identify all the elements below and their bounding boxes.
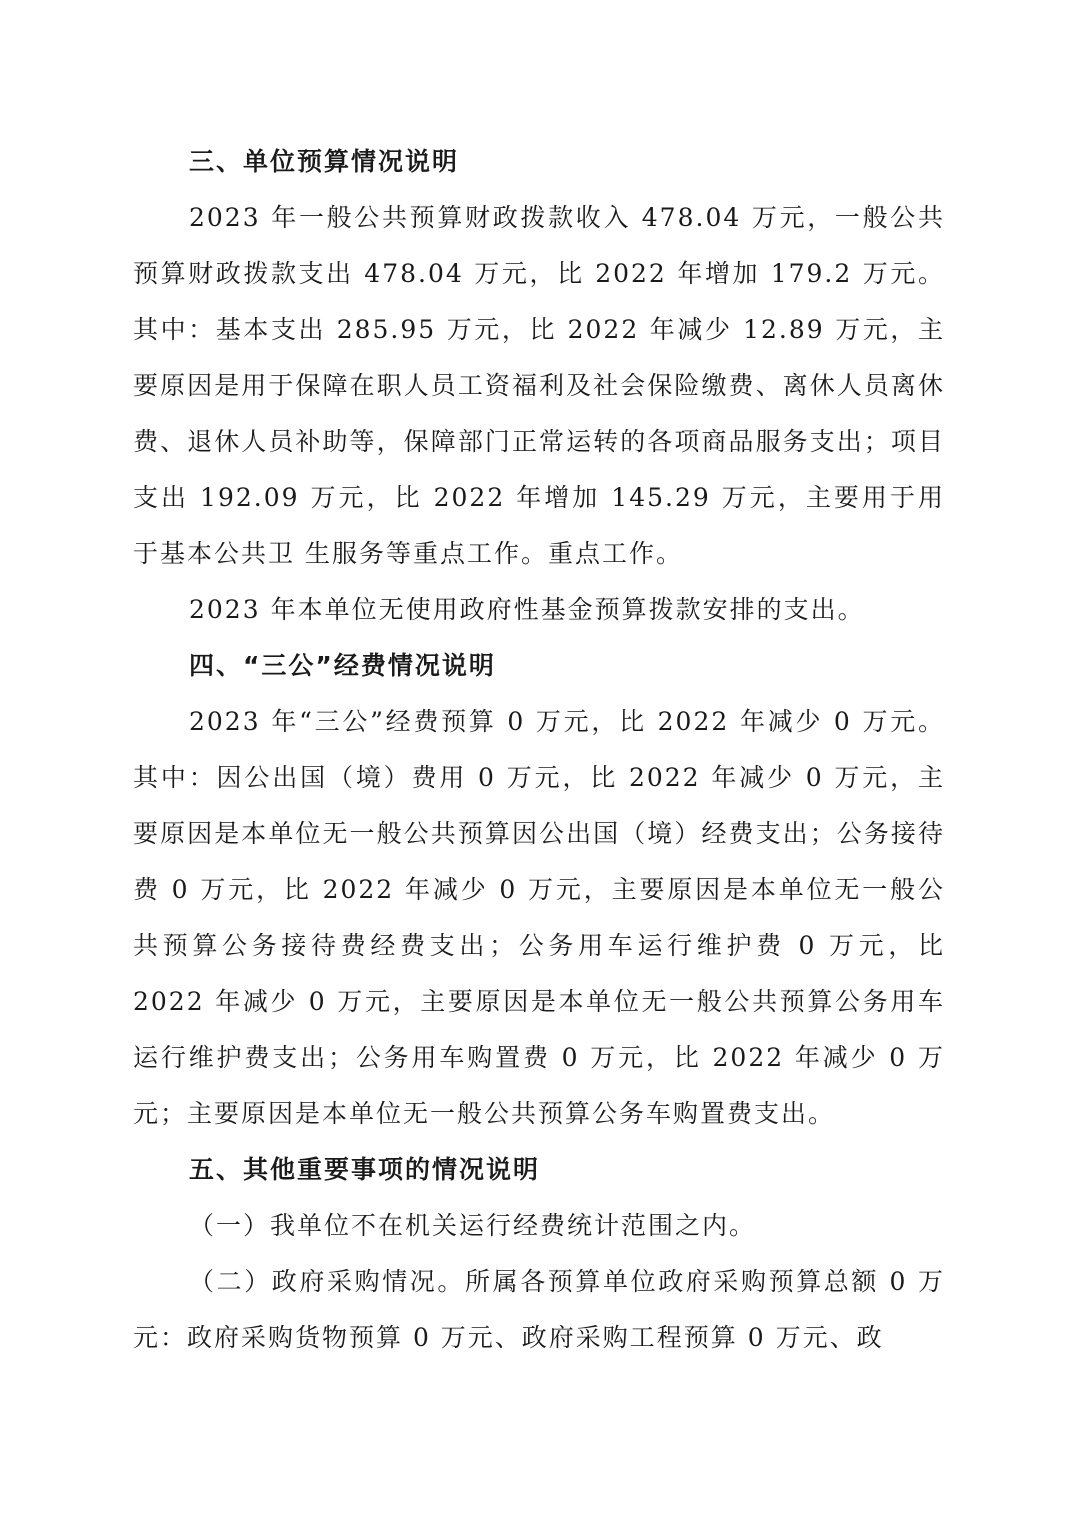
- section-5-heading: 五、其他重要事项的情况说明: [189, 1155, 541, 1184]
- section-3-heading: 三、单位预算情况说明: [189, 147, 460, 176]
- section-5-paragraph-2: （二）政府采购情况。所属各预算单位政府采购预算总额 0 万元：政府采购货物预算 0 万元、政府采购工程预算 0 万元、政: [133, 1267, 945, 1352]
- section-4-heading: 四、“三公”经费情况说明: [189, 651, 496, 680]
- document-body: [133, 134, 945, 1366]
- section-5-paragraph-1: （一）我单位不在机关运行经费统计范围之内。: [189, 1211, 757, 1240]
- section-3-paragraph-1: 2023 年一般公共预算财政拨款收入 478.04 万元，一般公共预算财政拨款支出 478.04 万元，比 2022 年增加 179.2 万元。其中：基本支出 285.95 万元，比 2022 年减少 12.89 万元，主要原因是用于保障在职人员工资福利及社会保险缴费、离休人员离休费、退休人员补助等，保障部门正常运转的各项商品服务支出；项目支出 192.09 万元，比 2022 年增加 145.29 万元，主要用于用于基本公共卫 生服务等重点工作。重点工作。: [133, 203, 945, 568]
- section-3-paragraph-2: 2023 年本单位无使用政府性基金预算拨款安排的支出。: [189, 595, 865, 624]
- section-4-paragraph-1: 2023 年“三公”经费预算 0 万元，比 2022 年减少 0 万元。其中：因公出国（境）费用 0 万元，比 2022 年减少 0 万元，主要原因是本单位无一般公共预算因公出国（境）经费支出；公务接待费 0 万元，比 2022 年减少 0 万元，主要原因是本单位无一般公共预算公务接待费经费支出；公务用车运行维护费 0 万元，比 2022 年减少 0 万元，主要原因是本单位无一般公共预算公务用车运行维护费支出；公务用车购置费 0 万元，比 2022 年减少 0 万元；主要原因是本单位无一般公共预算公务车购置费支出。: [133, 707, 945, 1128]
